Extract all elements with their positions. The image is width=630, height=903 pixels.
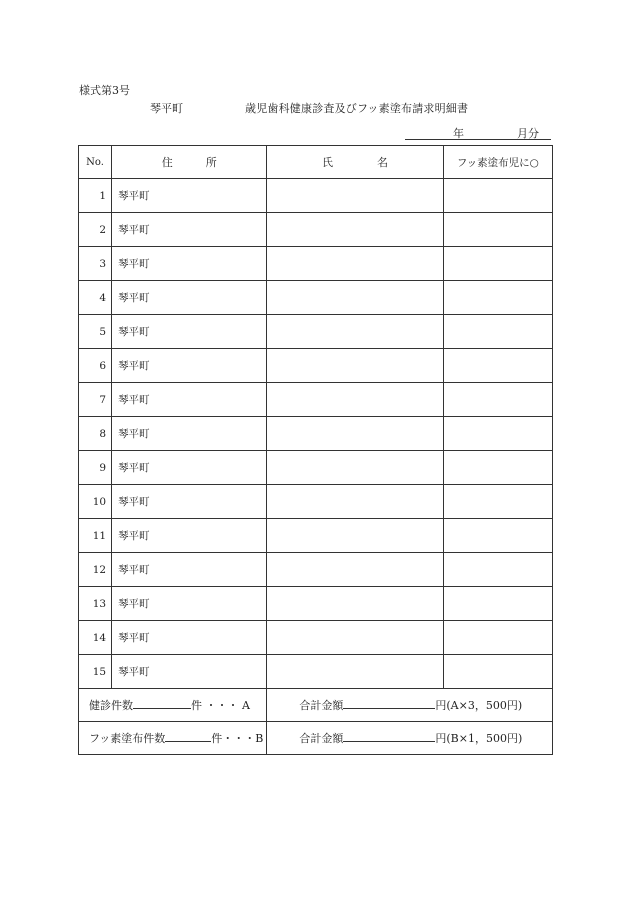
checkup-total-blank[interactable] <box>343 697 435 709</box>
checkup-total-cell[interactable] <box>267 689 553 722</box>
town-name: 琴平町 <box>150 102 183 115</box>
row-name-cell[interactable] <box>267 451 443 485</box>
table-row <box>79 383 553 417</box>
row-name-cell[interactable] <box>267 179 443 213</box>
fluoride-total-label: 合計金額 <box>299 732 344 745</box>
fluoride-total-unit: 円(B×1，500円) <box>435 732 523 745</box>
checkup-count-cell[interactable] <box>79 689 267 722</box>
column-header-no: No. <box>79 146 112 179</box>
row-name-cell[interactable] <box>267 553 443 587</box>
row-name-cell[interactable] <box>267 281 443 315</box>
claim-table <box>78 145 553 755</box>
table-row <box>79 587 553 621</box>
row-number: 13 <box>79 587 112 621</box>
checkup-count-label: 健診件数 <box>89 699 133 712</box>
row-fluoride-cell[interactable] <box>443 655 552 689</box>
row-number: 8 <box>79 417 112 451</box>
row-number: 7 <box>79 383 112 417</box>
row-name-cell[interactable] <box>267 621 443 655</box>
row-address: 琴平町 <box>112 247 267 281</box>
row-number: 14 <box>79 621 112 655</box>
fluoride-count-unit: 件・・・B <box>211 732 264 745</box>
checkup-total-label: 合計金額 <box>299 699 344 712</box>
row-fluoride-cell[interactable] <box>443 451 552 485</box>
row-fluoride-cell[interactable] <box>443 247 552 281</box>
row-name-cell[interactable] <box>267 655 443 689</box>
table-row <box>79 213 553 247</box>
row-name-cell[interactable] <box>267 383 443 417</box>
row-number: 2 <box>79 213 112 247</box>
row-number: 15 <box>79 655 112 689</box>
row-address: 琴平町 <box>112 587 267 621</box>
checkup-total-unit: 円(A×3，500円) <box>435 699 523 712</box>
row-address: 琴平町 <box>112 179 267 213</box>
row-name-cell[interactable] <box>267 519 443 553</box>
year-label: 年 <box>453 127 464 140</box>
fluoride-count-blank[interactable] <box>165 730 211 742</box>
row-address: 琴平町 <box>112 485 267 519</box>
row-fluoride-cell[interactable] <box>443 383 552 417</box>
row-address: 琴平町 <box>112 417 267 451</box>
row-fluoride-cell[interactable] <box>443 587 552 621</box>
table-row <box>79 417 553 451</box>
period-field[interactable] <box>405 126 551 140</box>
fluoride-count-label: フッ素塗布件数 <box>89 732 166 745</box>
row-number: 12 <box>79 553 112 587</box>
row-address: 琴平町 <box>112 383 267 417</box>
row-fluoride-cell[interactable] <box>443 213 552 247</box>
row-number: 6 <box>79 349 112 383</box>
row-fluoride-cell[interactable] <box>443 417 552 451</box>
row-name-cell[interactable] <box>267 349 443 383</box>
fluoride-total-cell[interactable] <box>267 722 553 755</box>
table-header-row <box>79 146 553 179</box>
row-number: 10 <box>79 485 112 519</box>
row-fluoride-cell[interactable] <box>443 621 552 655</box>
table-row <box>79 519 553 553</box>
row-number: 5 <box>79 315 112 349</box>
row-address: 琴平町 <box>112 281 267 315</box>
row-number: 11 <box>79 519 112 553</box>
fluoride-count-cell[interactable] <box>79 722 267 755</box>
row-fluoride-cell[interactable] <box>443 349 552 383</box>
table-row <box>79 621 553 655</box>
row-address: 琴平町 <box>112 315 267 349</box>
row-address: 琴平町 <box>112 655 267 689</box>
column-header-address: 住 所 <box>112 146 267 179</box>
row-fluoride-cell[interactable] <box>443 281 552 315</box>
row-address: 琴平町 <box>112 213 267 247</box>
table-row <box>79 451 553 485</box>
checkup-count-blank[interactable] <box>133 697 191 709</box>
row-name-cell[interactable] <box>267 587 443 621</box>
row-number: 9 <box>79 451 112 485</box>
row-address: 琴平町 <box>112 349 267 383</box>
table-row <box>79 281 553 315</box>
row-address: 琴平町 <box>112 621 267 655</box>
column-header-name: 氏 名 <box>267 146 443 179</box>
month-label: 月分 <box>517 127 539 140</box>
column-header-fluoride: フッ素塗布児に○ <box>443 146 552 179</box>
table-row <box>79 485 553 519</box>
row-fluoride-cell[interactable] <box>443 485 552 519</box>
table-row <box>79 655 553 689</box>
row-name-cell[interactable] <box>267 485 443 519</box>
row-name-cell[interactable] <box>267 213 443 247</box>
checkup-summary-row <box>79 689 553 722</box>
row-name-cell[interactable] <box>267 315 443 349</box>
form-number: 様式第3号 <box>79 84 130 97</box>
row-number: 1 <box>79 179 112 213</box>
row-name-cell[interactable] <box>267 417 443 451</box>
row-fluoride-cell[interactable] <box>443 179 552 213</box>
table-row <box>79 247 553 281</box>
row-address: 琴平町 <box>112 553 267 587</box>
row-fluoride-cell[interactable] <box>443 519 552 553</box>
row-fluoride-cell[interactable] <box>443 315 552 349</box>
fluoride-summary-row <box>79 722 553 755</box>
checkup-count-unit: 件 ・・・ A <box>191 699 250 712</box>
row-number: 3 <box>79 247 112 281</box>
row-fluoride-cell[interactable] <box>443 553 552 587</box>
fluoride-total-blank[interactable] <box>343 730 435 742</box>
row-name-cell[interactable] <box>267 247 443 281</box>
table-row <box>79 179 553 213</box>
table-row <box>79 315 553 349</box>
table-row <box>79 349 553 383</box>
table-row <box>79 553 553 587</box>
document-title: 歳児歯科健康診査及びフッ素塗布請求明細書 <box>245 102 469 115</box>
row-address: 琴平町 <box>112 451 267 485</box>
row-number: 4 <box>79 281 112 315</box>
row-address: 琴平町 <box>112 519 267 553</box>
